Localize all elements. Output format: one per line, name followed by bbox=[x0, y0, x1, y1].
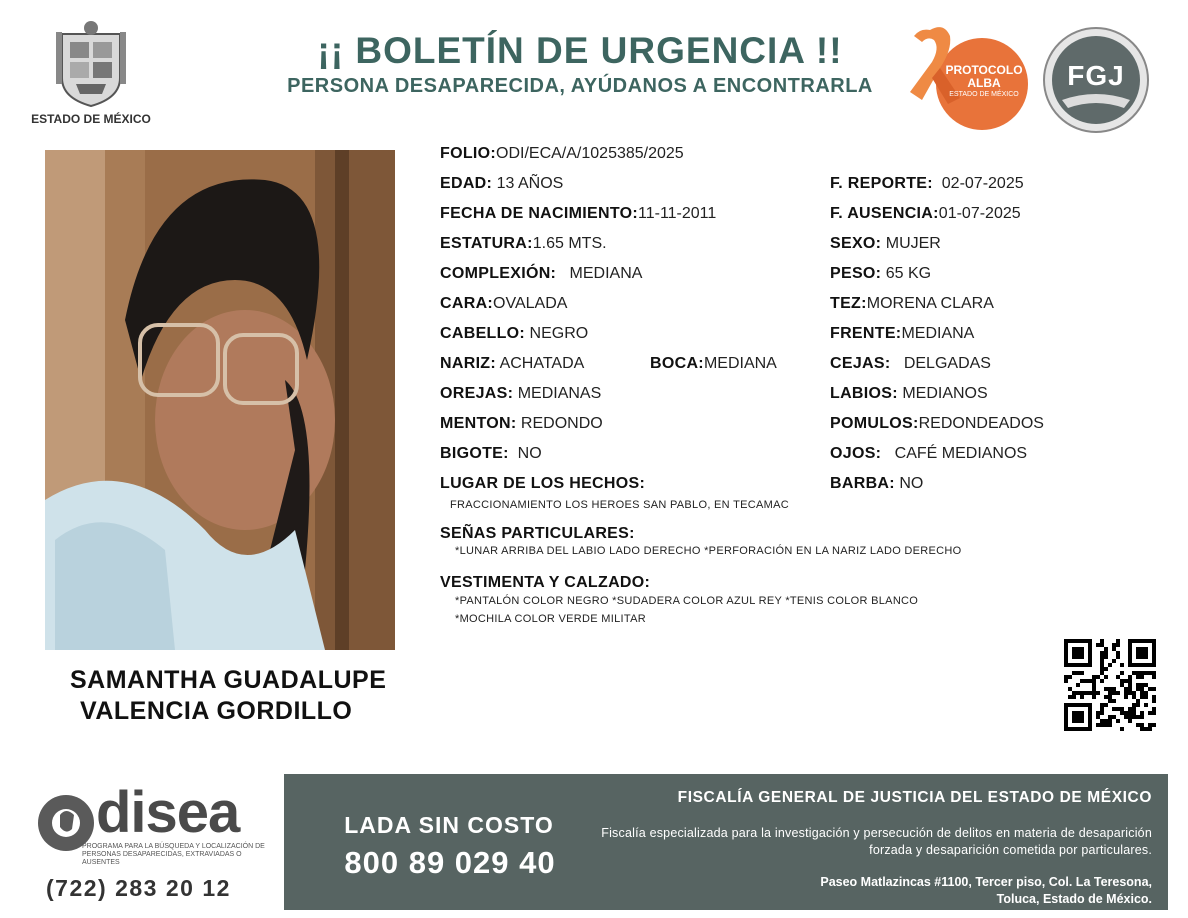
field-peso: PESO: 65 KG bbox=[830, 265, 932, 282]
bulletin-title: ¡¡ BOLETÍN DE URGENCIA !! bbox=[317, 30, 843, 71]
odisea-word: disea bbox=[96, 780, 240, 845]
odisea-logo bbox=[34, 780, 274, 877]
qr-code[interactable] bbox=[1064, 639, 1156, 731]
field-edad: EDAD: 13 AÑOS bbox=[440, 175, 564, 192]
senas-text: *LUNAR ARRIBA DEL LABIO LADO DERECHO *PERFORACIÓN EN LA NARIZ LADO DERECHO bbox=[455, 545, 962, 557]
field-estatura: ESTATURA:1.65 MTS. bbox=[440, 235, 607, 252]
alba-line3: ESTADO DE MÉXICO bbox=[949, 91, 1019, 99]
field-menton: MENTON: REDONDO bbox=[440, 415, 603, 432]
field-frente: FRENTE:MEDIANA bbox=[830, 325, 975, 342]
field-bigote: BIGOTE: NO bbox=[440, 445, 542, 462]
field-lugar-value: FRACCIONAMIENTO LOS HEROES SAN PABLO, EN TECAMAC bbox=[450, 499, 789, 511]
field-labios: LABIOS: MEDIANOS bbox=[830, 385, 988, 402]
fiscalia-address bbox=[632, 874, 1152, 908]
alba-line1: PROTOCOLO bbox=[945, 63, 1023, 77]
field-barba: BARBA: NO bbox=[830, 475, 924, 492]
vestimenta-label: VESTIMENTA Y CALZADO: bbox=[440, 574, 651, 591]
fgj-logo-text: FGJ bbox=[1067, 60, 1125, 91]
vestimenta-line1: *PANTALÓN COLOR NEGRO *SUDADERA COLOR AZUL REY *TENIS COLOR BLANCO bbox=[455, 595, 919, 607]
field-cara: CARA:OVALADA bbox=[440, 295, 568, 312]
odisea-phone: (722) 283 20 12 bbox=[46, 875, 231, 901]
senas-label: SEÑAS PARTICULARES: bbox=[440, 525, 635, 542]
address-line1: Paseo Matlazincas #1100, Tercer piso, Col. La Teresona, bbox=[820, 875, 1152, 889]
bulletin-subtitle: PERSONA DESAPARECIDA, AYÚDANOS A ENCONTRARLA bbox=[287, 75, 873, 97]
fgj-logo bbox=[1042, 26, 1150, 134]
field-orejas: OREJAS: MEDIANAS bbox=[440, 385, 602, 402]
field-fecha-nacimiento: FECHA DE NACIMIENTO:11-11-2011 bbox=[440, 205, 717, 222]
field-nariz: NARIZ: ACHATADA bbox=[440, 355, 585, 372]
field-f-reporte: F. REPORTE: 02-07-2025 bbox=[830, 175, 1024, 192]
field-complexion: COMPLEXIÓN: MEDIANA bbox=[440, 265, 643, 282]
person-name-line2: VALENCIA GORDILLO bbox=[80, 697, 353, 725]
field-folio: FOLIO:ODI/ECA/A/1025385/2025 bbox=[440, 145, 684, 162]
lada-number[interactable]: 800 89 029 40 bbox=[344, 845, 556, 880]
address-line2: Toluca, Estado de México. bbox=[996, 892, 1152, 906]
alba-line2: ALBA bbox=[967, 75, 1001, 90]
person-name-line1: SAMANTHA GUADALUPE bbox=[70, 666, 387, 694]
field-sexo: SEXO: MUJER bbox=[830, 235, 941, 252]
vestimenta-line2: *MOCHILA COLOR VERDE MILITAR bbox=[455, 613, 646, 625]
field-tez: TEZ:MORENA CLARA bbox=[830, 295, 994, 312]
fiscalia-title: FISCALÍA GENERAL DE JUSTICIA DEL ESTADO DE MÉXICO bbox=[677, 789, 1152, 806]
field-f-ausencia: F. AUSENCIA:01-07-2025 bbox=[830, 205, 1021, 222]
field-pomulos: POMULOS:REDONDEADOS bbox=[830, 415, 1044, 432]
protocolo-alba-logo bbox=[900, 22, 1030, 132]
odisea-caption: PROGRAMA PARA LA BÚSQUEDA Y LOCALIZACIÓN DE PERSONAS DESAPARECIDAS, EXTRAVIADAS O AUSENTES bbox=[82, 843, 265, 866]
field-boca: BOCA:MEDIANA bbox=[650, 355, 777, 372]
field-lugar-label: LUGAR DE LOS HECHOS: bbox=[440, 475, 646, 492]
field-ojos: OJOS: CAFÉ MEDIANOS bbox=[830, 445, 1028, 462]
state-label: ESTADO DE MÉXICO bbox=[31, 112, 151, 126]
lada-label: LADA SIN COSTO bbox=[344, 812, 554, 838]
field-cabello: CABELLO: NEGRO bbox=[440, 325, 589, 342]
field-cejas: CEJAS: DELGADAS bbox=[830, 355, 991, 372]
coat-of-arms-logo bbox=[52, 20, 130, 108]
missing-person-photo bbox=[45, 150, 395, 650]
fiscalia-description: Fiscalía especializada para la investigación y persecución de delitos en materia de desaparición forzada y desaparición cometida por particulares. bbox=[601, 826, 1152, 857]
